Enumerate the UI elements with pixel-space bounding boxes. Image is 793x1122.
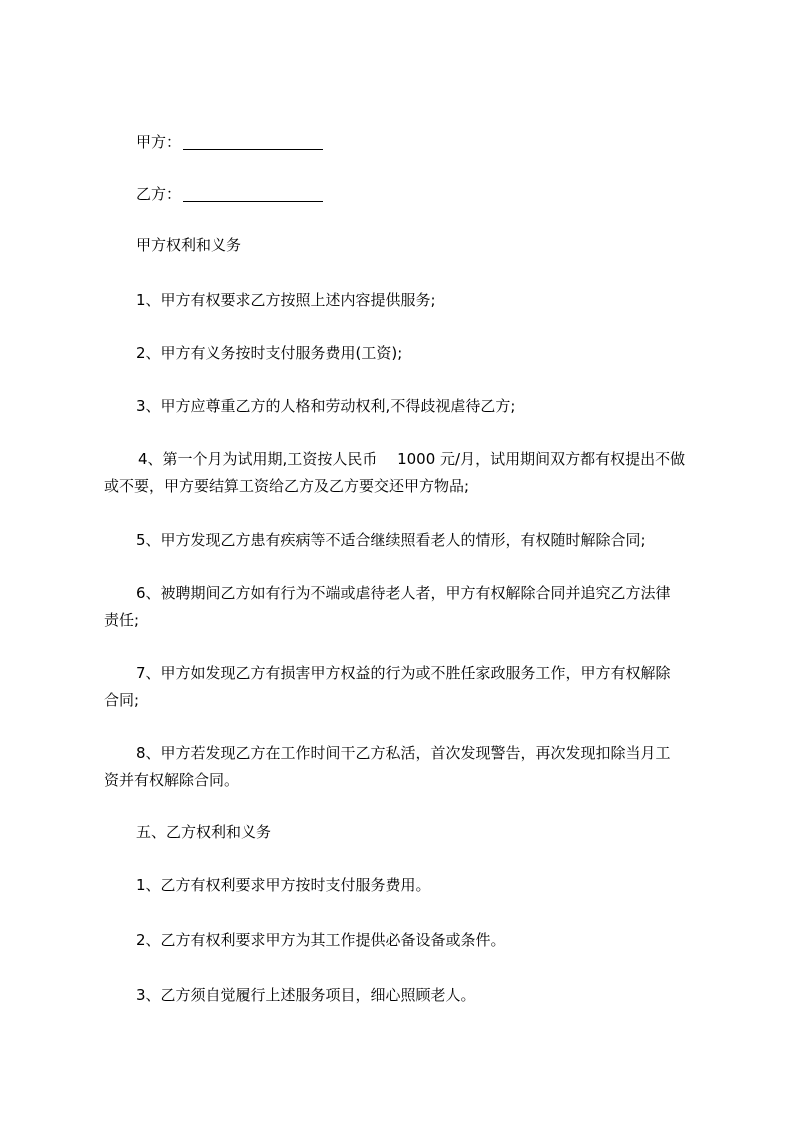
clause-a6-line2: 责任; [104, 611, 140, 629]
clause-a4-line2: 或不要，甲方要结算工资给乙方及乙方要交还甲方物品; [104, 477, 470, 495]
clause-a7-line2: 合同; [104, 691, 140, 709]
party-a-blank [183, 135, 323, 150]
clause-b3: 3、乙方须自觉履行上述服务项目，细心照顾老人。 [136, 986, 476, 1004]
clause-b2: 2、乙方有权利要求甲方为其工作提供必备设备或条件。 [136, 931, 506, 949]
section-b-title: 五、乙方权利和义务 [136, 823, 272, 841]
clause-b1: 1、乙方有权利要求甲方按时支付服务费用。 [136, 876, 431, 894]
party-a-line [136, 132, 323, 152]
clause-a7-line1: 7、甲方如发现乙方有损害甲方权益的行为或不胜任家政服务工作，甲方有权解除 [136, 664, 671, 682]
clause-a5: 5、甲方发现乙方患有疾病等不适合继续照看老人的情形，有权随时解除合同; [136, 531, 646, 549]
clause-a8-line1: 8、甲方若发现乙方在工作时间干乙方私活，首次发现警告，再次发现扣除当月工 [136, 744, 671, 762]
clause-a3: 3、甲方应尊重乙方的人格和劳动权利,不得歧视虐待乙方; [136, 397, 516, 415]
party-a-label: 甲方： [136, 133, 182, 151]
party-b-line [136, 184, 323, 204]
clause-a2: 2、甲方有义务按时支付服务费用(工资); [136, 344, 403, 362]
clause-a4-line1: 4、第一个月为试用期,工资按人民币 1000 元/月，试用期间双方都有权提出不做 [138, 450, 686, 468]
party-b-label: 乙方： [136, 185, 182, 203]
clause-a8-line2: 资并有权解除合同。 [104, 771, 240, 789]
party-b-blank [183, 187, 323, 202]
clause-a6-line1: 6、被聘期间乙方如有行为不端或虐待老人者，甲方有权解除合同并追究乙方法律 [136, 584, 671, 602]
section-a-title: 甲方权利和义务 [136, 236, 242, 254]
clause-a1: 1、甲方有权要求乙方按照上述内容提供服务; [136, 291, 436, 309]
